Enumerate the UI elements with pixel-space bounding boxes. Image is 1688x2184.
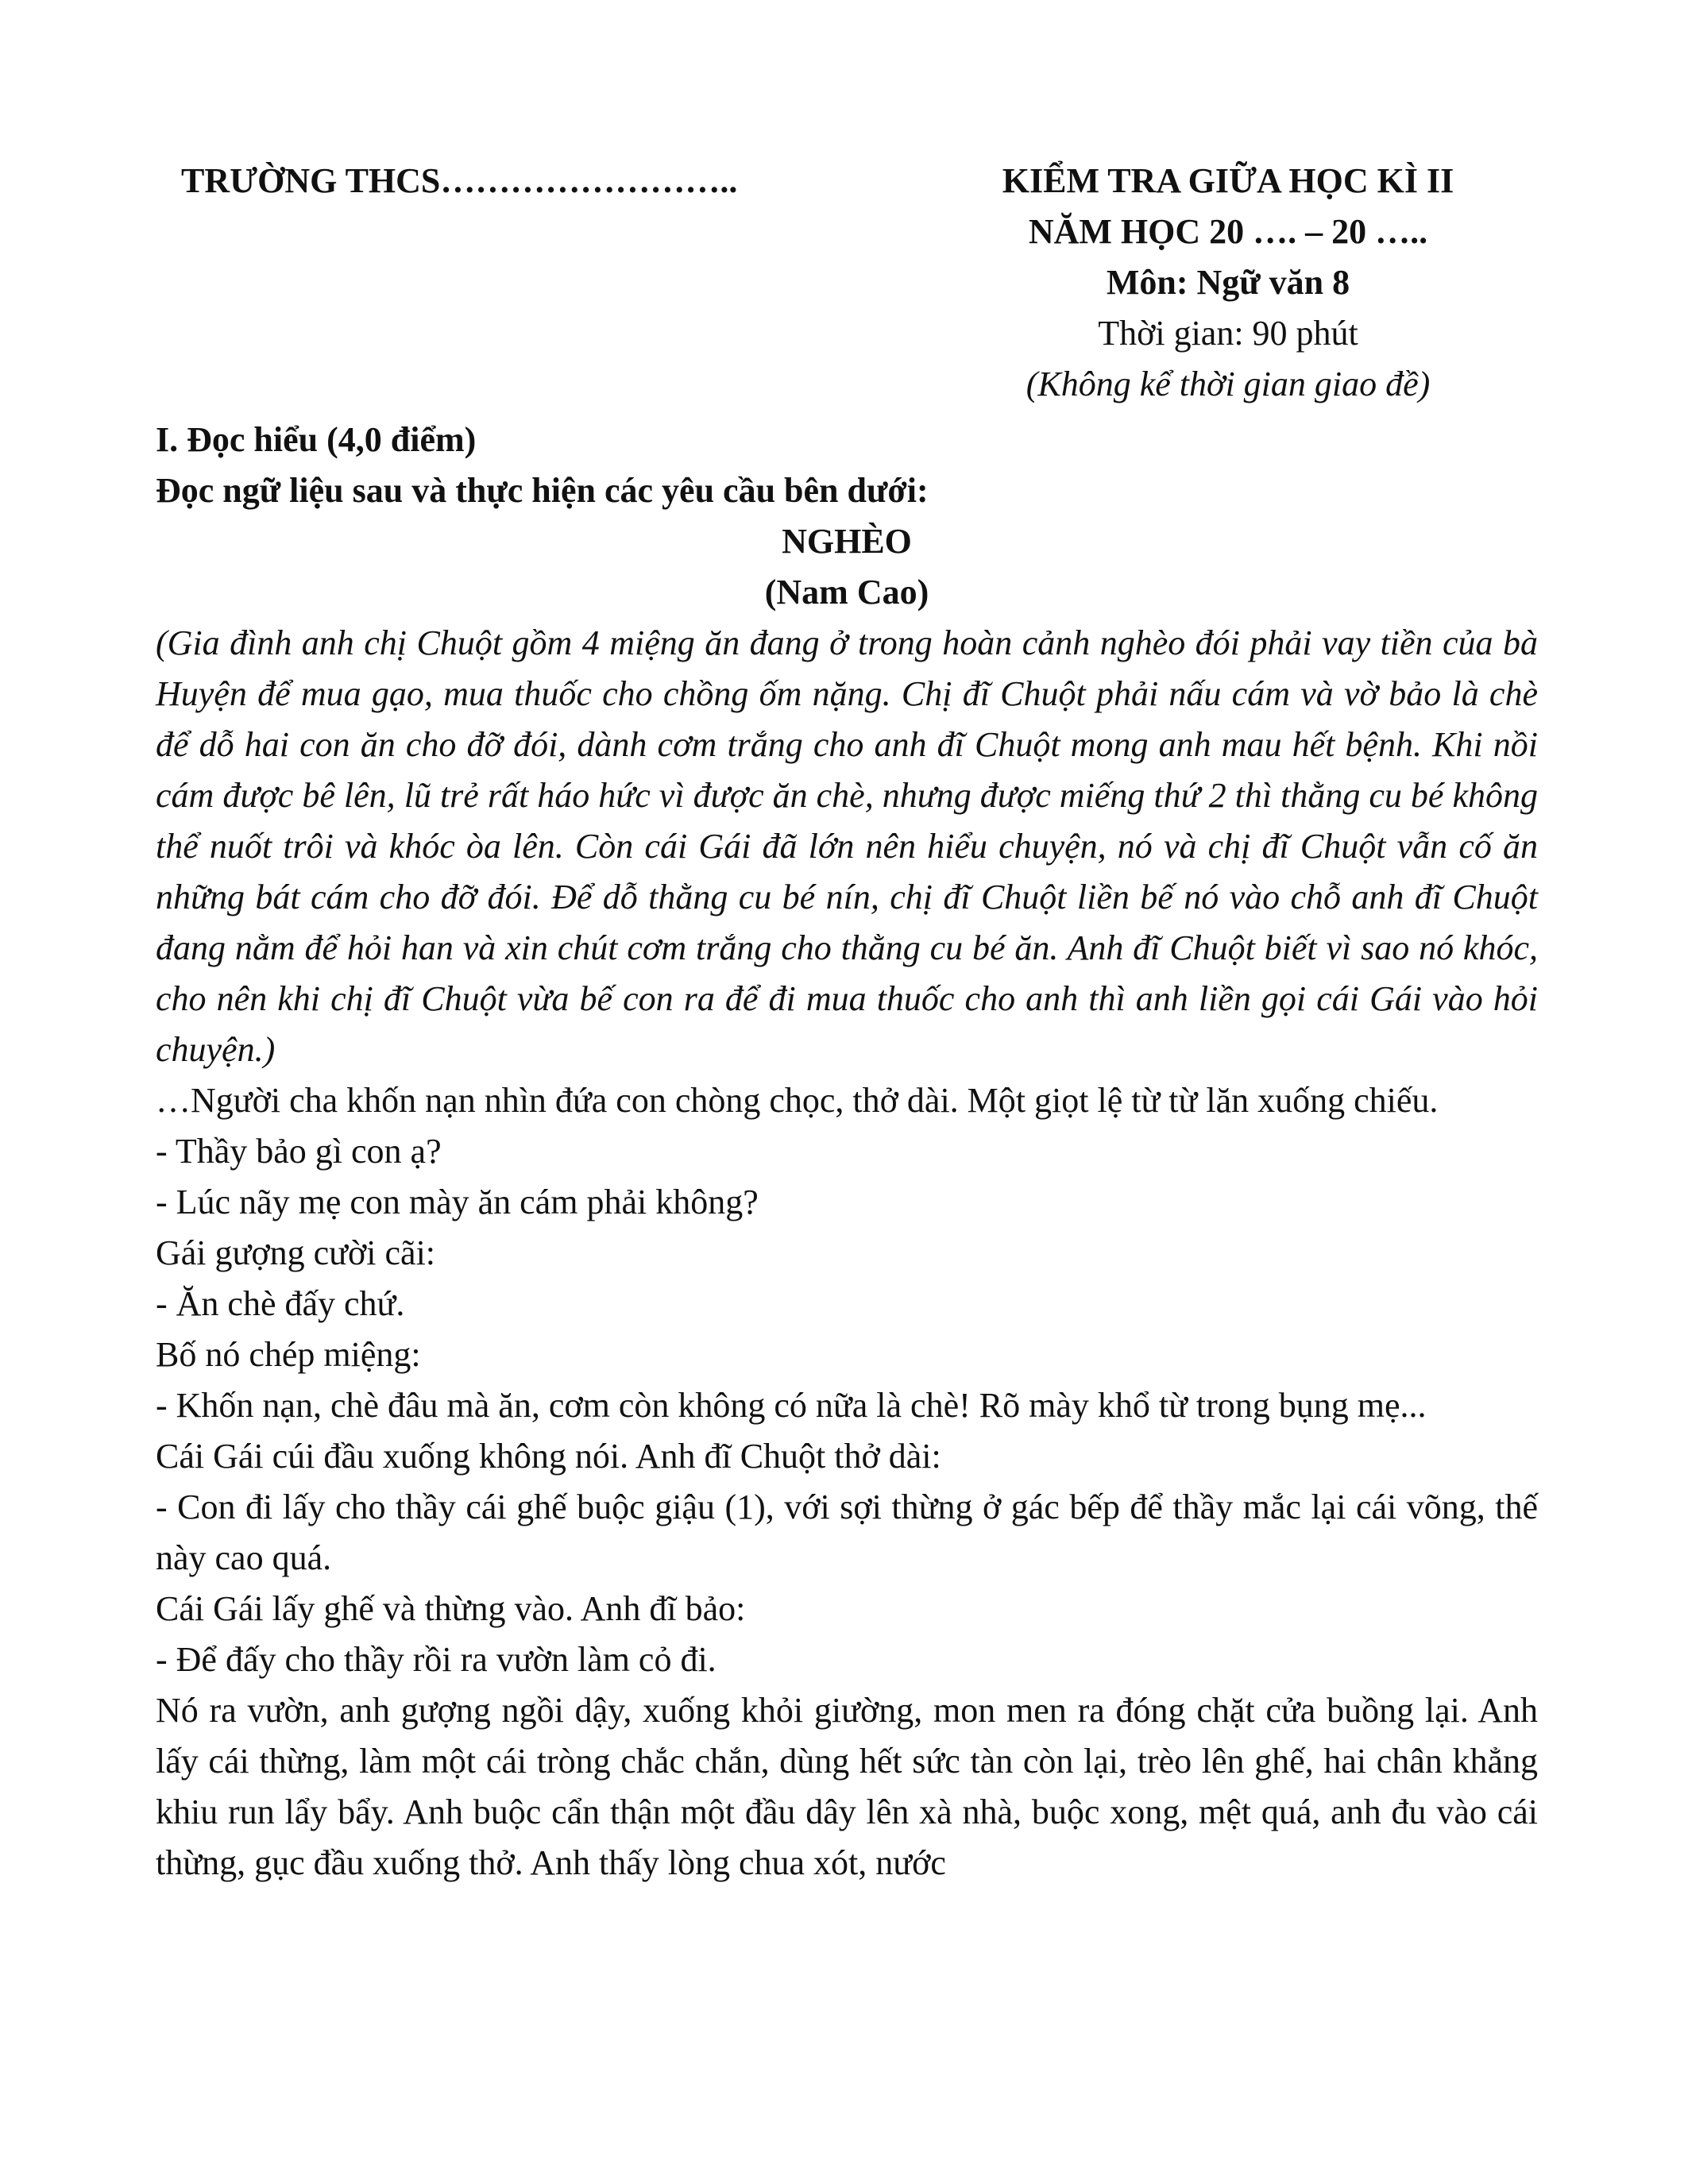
exam-content xyxy=(156,415,1538,1889)
passage-line: - Con đi lấy cho thầy cái ghế buộc giậu (1), với sợi thừng ở gác bếp để thầy mắc lại cái võng, thế này cao quá. xyxy=(156,1488,1538,1577)
passage-line: - Thầy bảo gì con ạ? xyxy=(156,1132,442,1171)
passage-line: Gái gượng cười cãi: xyxy=(156,1233,436,1272)
instruction: Đọc ngữ liệu sau và thực hiện các yêu cầu bên dưới: xyxy=(156,471,929,510)
section-heading: I. Đọc hiểu (4,0 điểm) xyxy=(156,420,477,459)
passage-line: Cái Gái lấy ghế và thừng vào. Anh đĩ bảo: xyxy=(156,1589,746,1628)
story-title: NGHÈO xyxy=(782,522,912,561)
exam-info xyxy=(918,156,1538,410)
passage-line: Bố nó chép miệng: xyxy=(156,1335,421,1374)
passage-line: - Ăn chè đấy chứ. xyxy=(156,1284,405,1323)
school-name: TRƯỜNG THCS…………………….. xyxy=(181,161,738,200)
exam-title: KIỂM TRA GIỮA HỌC KÌ II xyxy=(1002,161,1454,200)
duration: Thời gian: 90 phút xyxy=(1098,314,1358,353)
passage-line: - Để đấy cho thầy rồi ra vườn làm cỏ đi. xyxy=(156,1640,717,1679)
passage-line: Nó ra vườn, anh gượng ngồi dậy, xuống khỏi giường, mon men ra đóng chặt cửa buồng lại. Anh lấy cái thừng, làm một cái tròng chắc chắn, dùng hết sức tàn còn lại, trèo lên ghế, hai chân khẳng khiu run lẩy bẩy. Anh buộc cẩn thận một đầu dây lên xà nhà, buộc xong, mệt quá, anh đu vào cái thừng, gục đầu xuống thở. Anh thấy lòng chua xót, nước xyxy=(156,1691,1538,1882)
passage-line: - Lúc nãy mẹ con mày ăn cám phải không? xyxy=(156,1183,759,1221)
passage-line: …Người cha khốn nạn nhìn đứa con chòng chọc, thở dài. Một giọt lệ từ từ lăn xuống chiếu. xyxy=(156,1081,1439,1120)
subject: Môn: Ngữ văn 8 xyxy=(1106,263,1350,302)
story-author: (Nam Cao) xyxy=(764,573,929,612)
exam-header xyxy=(156,156,1538,418)
passage-intro: (Gia đình anh chị Chuột gồm 4 miệng ăn đang ở trong hoàn cảnh nghèo đói phải vay tiền của bà Huyện để mua gạo, mua thuốc cho chồng ốm nặng. Chị đĩ Chuột phải nấu cám và vờ bảo là chè để dỗ hai con ăn cho đỡ đói, dành cơm trắng cho anh đĩ Chuột mong anh mau hết bệnh. Khi nồi cám được bê lên, lũ trẻ rất háo hức vì được ăn chè, nhưng được miếng thứ 2 thì thằng cu bé không thể nuốt trôi và khóc òa lên. Còn cái Gái đã lớn nên hiểu chuyện, nó và chị đĩ Chuột vẫn cố ăn những bát cám cho đỡ đói. Để dỗ thằng cu bé nín, chị đĩ Chuột liền bế nó vào chỗ anh đĩ Chuột đang nằm để hỏi han và xin chút cơm trắng cho thằng cu bé ăn. Anh đĩ Chuột biết vì sao nó khóc, cho nên khi chị đĩ Chuột vừa bế con ra để đi mua thuốc cho anh thì anh liền gọi cái Gái vào hỏi chuyện.) xyxy=(156,623,1538,1069)
passage-line: Cái Gái cúi đầu xuống không nói. Anh đĩ Chuột thở dài: xyxy=(156,1437,941,1476)
duration-note: (Không kể thời gian giao đề) xyxy=(1026,365,1431,403)
school-year: NĂM HỌC 20 …. – 20 ….. xyxy=(1028,212,1428,251)
passage-line: - Khốn nạn, chè đâu mà ăn, cơm còn không có nữa là chè! Rõ mày khổ từ trong bụng mẹ... xyxy=(156,1386,1427,1425)
